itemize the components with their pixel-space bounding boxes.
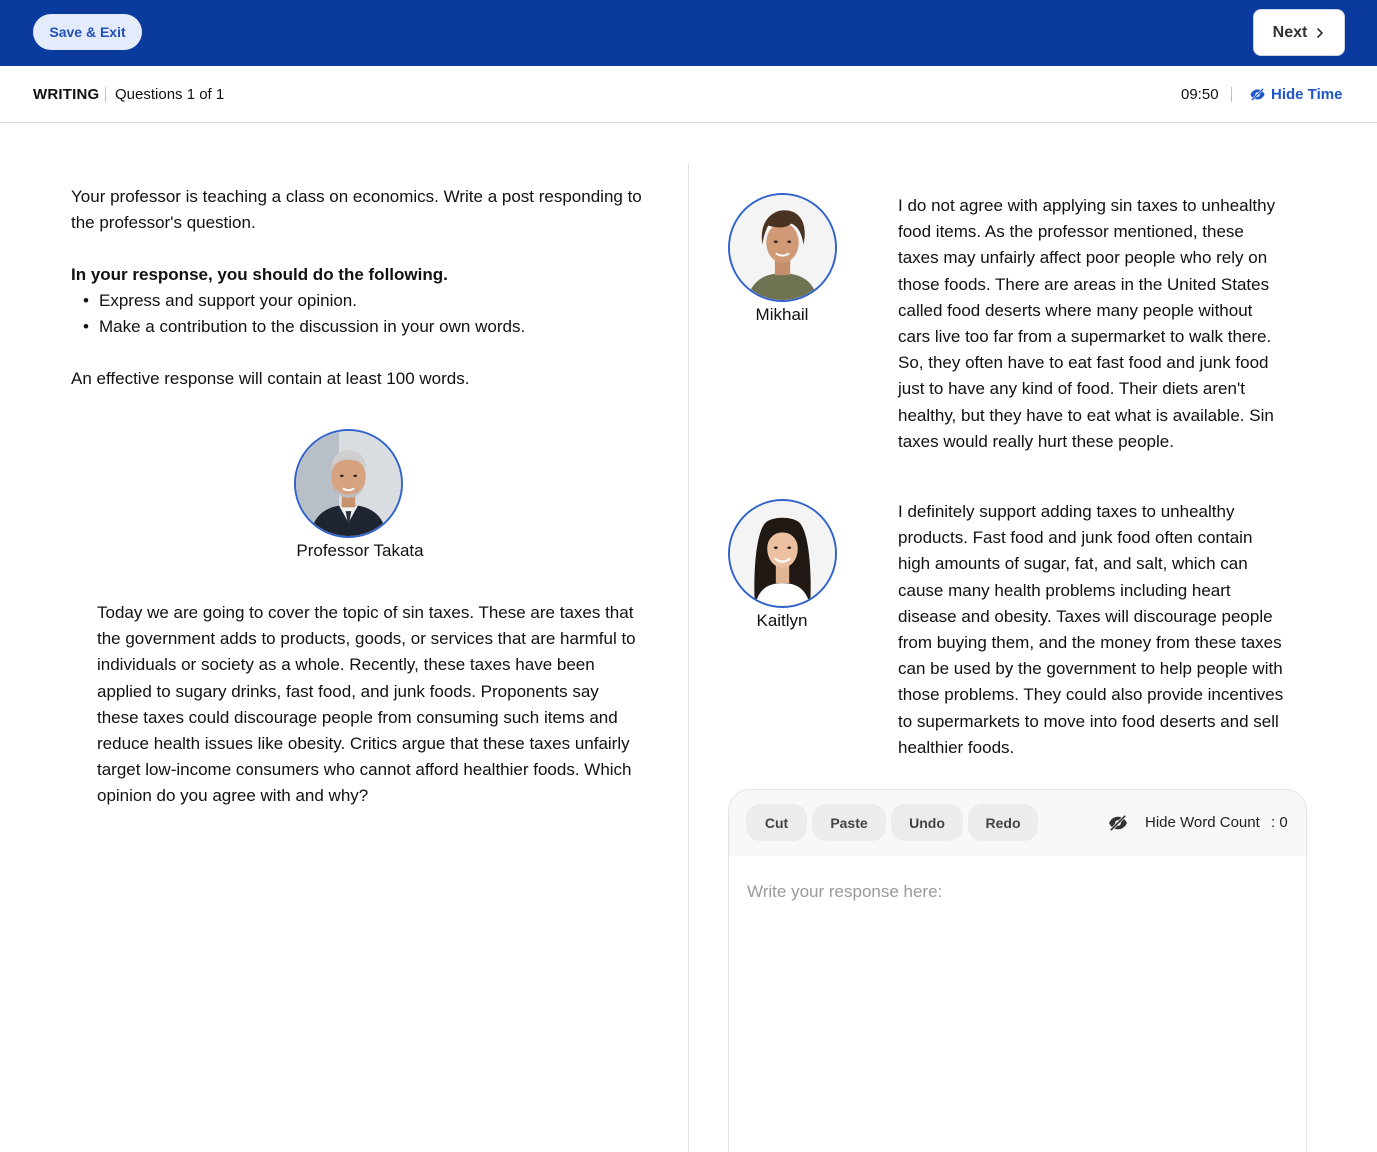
next-label: Next xyxy=(1272,23,1308,41)
hide-time-button[interactable] xyxy=(1249,86,1342,103)
professor-portrait xyxy=(296,431,401,536)
cut-button[interactable]: Cut xyxy=(746,804,807,841)
divider xyxy=(1231,87,1232,102)
paste-button[interactable]: Paste xyxy=(812,804,886,841)
divider xyxy=(105,87,106,102)
instruction-item: • Express and support your opinion. xyxy=(83,288,661,314)
hide-time-label: Hide Time xyxy=(1271,86,1343,103)
eye-slash-icon xyxy=(1249,87,1266,102)
student-name-kaitlyn: Kaitlyn xyxy=(756,611,808,630)
prompt-intro: Your professor is teaching a class on economics. Write a post responding to the professor's question. xyxy=(71,187,642,232)
kaitlyn-portrait xyxy=(730,501,835,606)
student-avatar-mikhail xyxy=(728,193,837,302)
min-words-note: An effective response will contain at least 100 words. xyxy=(71,369,470,388)
task-prompt xyxy=(71,184,661,392)
professor-question: Today we are going to cover the topic of sin taxes. These are taxes that the government adds to products, goods, or services that are harmful to individuals or society as a whole. Recently, these taxes have been applied to sugary drinks, fast food, and junk foods. Proponents say these taxes could discourage people from consuming such items and reduce health issues like obesity. Critics argue that these taxes unfairly target low-income consumers who cannot afford healthier foods. Which opinion do you agree with and why? xyxy=(97,603,636,806)
editor-toolbar xyxy=(729,790,1306,856)
instructions-list xyxy=(71,288,661,340)
question-counter: Questions 1 of 1 xyxy=(115,86,225,103)
next-button[interactable] xyxy=(1253,9,1345,56)
professor-avatar xyxy=(294,429,403,538)
student-response-kaitlyn: I definitely support adding taxes to unhealthy products. Fast food and junk food often contain high amounts of sugar, fat, and salt, which can cause many health problems including heart disease and obesity. Taxes will discourage people from buying them, and the money from these taxes can be used by the government to help people with those problems. They could also provide incentives to supermarkets to move into food deserts and sell healthier foods. xyxy=(898,502,1284,757)
student-response-mikhail: I do not agree with applying sin taxes to unhealthy food items. As the professor mentioned, these taxes may unfairly affect poor people who rely on those foods. There are areas in the United States called food deserts where many people without cars live too far from a supermarket to walk there. So, they often have to eat fast food and junk food just to have any kind of food. Their diets aren't healthy, but they have to eat what is available. Sin taxes would really hurt these people. xyxy=(898,196,1276,451)
top-bar xyxy=(0,0,1377,66)
chevron-right-icon xyxy=(1315,28,1325,38)
word-count: : 0 xyxy=(1271,814,1288,831)
hide-word-count-button[interactable]: Hide Word Count xyxy=(1145,814,1260,831)
mikhail-portrait xyxy=(730,195,835,300)
section-title: WRITING xyxy=(33,86,100,103)
professor-name: Professor Takata xyxy=(296,541,424,560)
student-avatar-kaitlyn xyxy=(728,499,837,608)
section-header xyxy=(0,66,1377,123)
timer: 09:50 xyxy=(1181,86,1219,103)
eye-slash-icon[interactable] xyxy=(1107,814,1129,832)
response-textarea[interactable] xyxy=(729,856,1306,1152)
redo-button[interactable]: Redo xyxy=(968,804,1038,841)
response-editor xyxy=(728,789,1307,1152)
undo-button[interactable]: Undo xyxy=(891,804,963,841)
save-exit-button[interactable]: Save & Exit xyxy=(33,14,142,50)
instructions-heading: In your response, you should do the following. xyxy=(71,265,448,284)
student-name-mikhail: Mikhail xyxy=(755,305,809,324)
instruction-item: • Make a contribution to the discussion in your own words. xyxy=(83,314,661,340)
